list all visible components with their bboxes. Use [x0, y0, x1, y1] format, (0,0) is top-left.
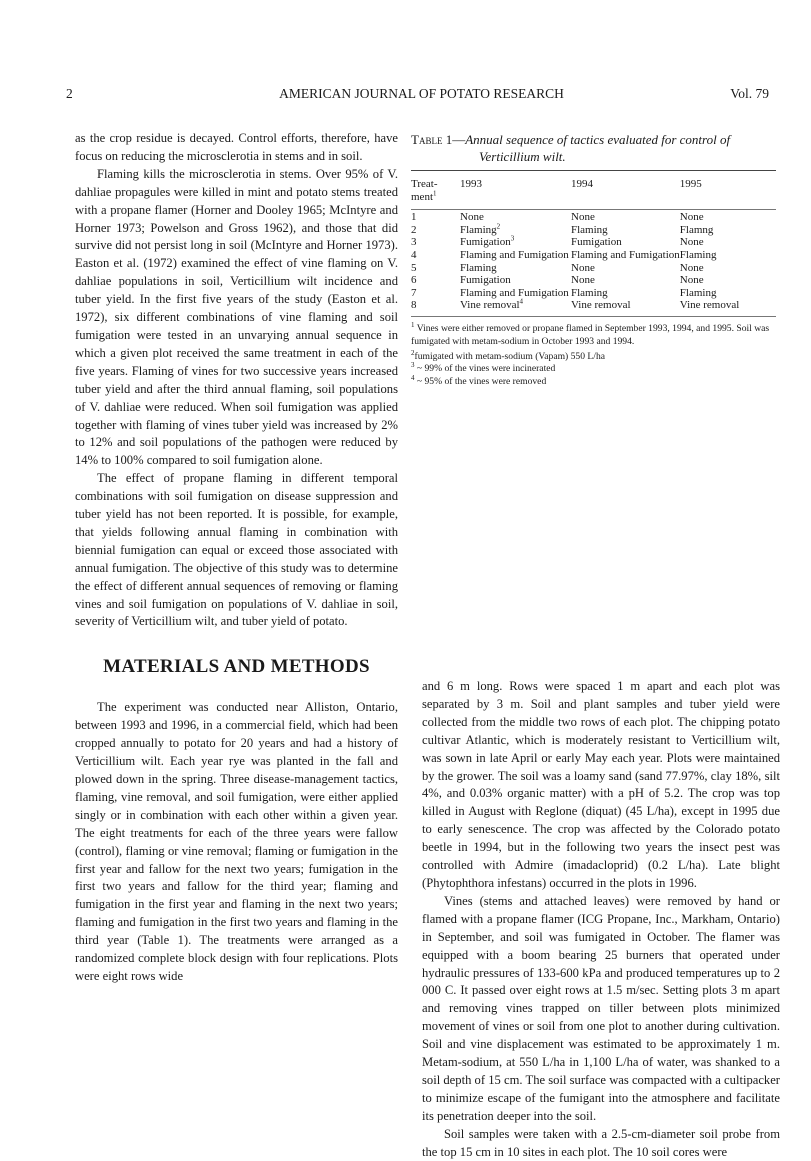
- table-cell: Flaming and Fumigation: [460, 248, 569, 261]
- footnote: $^3$ ~ 99% of the vines were incinerated: [411, 361, 556, 375]
- table-caption-line2: Verticillium wilt.: [479, 149, 566, 164]
- table-cell: Flaming and Fumigation: [460, 286, 569, 299]
- table-cell: 6: [411, 274, 417, 287]
- table-cell: None: [679, 261, 704, 274]
- footnote: $^2$fumigated with metam-sodium (Vapam) 550 L/ha: [411, 348, 605, 362]
- table-cell: None: [679, 211, 704, 224]
- table-row: [411, 224, 776, 237]
- column-header-year: 1995: [679, 178, 702, 190]
- table-cell: None: [571, 211, 595, 224]
- table-cell: Fumigation: [460, 274, 511, 287]
- table-cell: Flaming: [571, 223, 608, 236]
- paragraph: Vines (stems and attached leaves) were removed by hand or flamed with a propane flamer (ICG Propane, Inc., Markham, Ontario) in September, and soil was fumigated in October. The flamer was equipped with a boom bearing 25 burners that operated under hydraulic pressures of 133-600 kPa and produced temperatures up to 2 000 C. It passed over eight rows at 1.5 m/sec. Setting plots 3 m apart and removing vines trapped on tiller between plots minimized movement of vines or soil from one plot to another during cultivation. Soil and vine displacement was estimated to be approximately 1 m. Metam-sodium, at 550 L/ha in 1,100 L/ha of water, was shanked to a soil depth of 15 cm. The soil surface was compacted with a cultipacker to minimize escape of the fumigant into the atmosphere and facilitate its penetration deeper into the soil.: [422, 893, 780, 1123]
- paragraph: The effect of propane flaming in different temporal combinations with soil fumigation on disease suppression and tuber yield has not been reported. It is possible, for example, that yields following annual flaming in combination with biennial fumigation can equal or exceed those associated with annual fumigation. The objective of this study was to determine the effect of different annual sequences of removing or flaming vines and soil fumigation on populations of V. dahliae in soil, severity of Verticillium wilt, and tuber yield of potato.: [75, 471, 398, 629]
- page-number: 2: [66, 86, 73, 101]
- paragraph: Flaming kills the microsclerotia in stems. Over 95% of V. dahliae propagules were killed in mint and potato stems treated with a propane flamer (Horner and Dooley 1965; McIntyre and Horner 1973; Powelson and Gross 1962), and those that did survive did not persist long in soil (McIntyre and Horner 1973). Easton et al. (1972) examined the effect of vine flaming on V. dahliae populations in soil, Verticillium wilt incidence and tuber yield. In the first five years of the study (Easton et al. 1972), six different combinations of vine flaming and soil fumigation were tested in an unvarying annual sequence in which a given plot received the same treatment in each of the five years. Flaming of vines for two successive years increased tuber yield and after the third annual flaming, soil populations of V. dahliae were reduced. When soil fumigation was applied together with flaming of vines tuber yield was increased by 2% to 12% and soil populations of the pathogen were reduced by 14% to 100% compared to soil fumigation alone.: [75, 166, 398, 468]
- section-heading: MATERIALS AND METHODS: [103, 656, 370, 678]
- table-header-row: [411, 178, 776, 203]
- table-row: [411, 262, 776, 275]
- footnote: $^4$ ~ 95% of the vines were removed: [411, 373, 547, 388]
- table-cell: Flaming: [571, 286, 608, 299]
- table-body: [411, 178, 776, 312]
- right-column: [422, 678, 780, 1161]
- table-1: [411, 131, 776, 389]
- table-cell: 1: [411, 211, 417, 224]
- table-cell: None: [679, 274, 704, 287]
- table-top-rule: [411, 170, 776, 171]
- table-caption: Table 1—Annual sequence of tactics evaluated for control of Verticillium wilt.: [411, 131, 776, 165]
- table-row: [411, 274, 776, 287]
- table-cell: 4: [411, 248, 417, 261]
- table-cell: None: [460, 211, 484, 224]
- table-cell: None: [571, 274, 595, 287]
- table-cell: Flamng: [679, 223, 714, 236]
- table-cell: 2: [411, 223, 417, 236]
- column-header-year: 1993: [460, 178, 482, 190]
- table-row: [411, 236, 776, 249]
- paragraph: The experiment was conducted near Alliston, Ontario, between 1993 and 1996, in a commercial field, which had been cropped annually to potato for 20 years and had a history of Verticillium wilt. Each year rye was planted in the fall and plowed down in the spring. Three disease-management tactics, flaming, vine removal, and soil fumigation, were either applied singly or in combination with each other within a given year. The eight treatments for each of the three years were fallow (control), flaming or vine removal; flaming or fumigation in the first year and fallow for the next two years; fumigation in the first two years and fallow for the third year; flaming and fumigation in the first year and flaming in the next two years; flaming and fumigation in the first two years and flaming in the third year (Table 1). The treatments were arranged as a randomized complete block design with four replications. Plots were eight rows wide: [75, 700, 398, 983]
- volume-label: Vol. 79: [730, 86, 769, 101]
- table-row: [411, 249, 776, 262]
- table-cell: Fumigation$^3$: [460, 234, 515, 249]
- table-cell: None: [679, 236, 704, 249]
- left-column: [75, 130, 398, 986]
- footnote: $^1$ Vines were either removed or propane flamed in September 1993, 1994, and 1995. Soil was fumigated with metam-sodium in October 1993 and 1994.: [411, 320, 770, 347]
- table-cell: Flaming: [460, 261, 497, 274]
- table-cell: Flaming and Fumigation: [571, 248, 680, 261]
- table-row: [411, 299, 776, 312]
- table-cell: Flaming: [679, 248, 717, 261]
- table-cell: 5: [411, 261, 417, 274]
- table-bottom-rule: [411, 316, 776, 317]
- column-header-treatment: Treat- ment$^1$: [411, 178, 438, 203]
- table-cell: Fumigation: [571, 236, 622, 249]
- table-label: Table 1: [411, 132, 453, 147]
- journal-title: AMERICAN JOURNAL OF POTATO RESEARCH: [279, 86, 564, 101]
- paragraph: as the crop residue is decayed. Control efforts, therefore, have focus on reducing the microsclerotia in stems and in soil.: [75, 131, 398, 163]
- table-footnotes: [411, 320, 776, 389]
- table-caption-line1: Annual sequence of tactics evaluated for control of: [465, 132, 731, 147]
- table-cell: 7: [411, 286, 417, 299]
- table-cell: Vine removal: [679, 299, 740, 312]
- paragraph: and 6 m long. Rows were spaced 1 m apart and each plot was separated by 3 m. Soil and plant samples and tuber yield were collected from the middle two rows of each plot. The chipping potato cultivar Atlantic, which is moderately resistant to Verticillium wilt, was sown in late April or early May each year. Plots were maintained by the grower. The soil was a loamy sand (sand 77.97%, clay 18%, silt 4%, and 0.03% organic matter) with a pH of 5.2. The crop was top killed in August with Reglone (diquat) (45 L/ha), except in 1995 due to early senescence. The crop was affected by the Colorado potato beetle in 1994, but in the following two years the insect pest was controlled with Admire (imadacloprid) (0.2 L/ha). Late blight (Phytophthora infestans) occurred in the plots in 1996.: [422, 679, 780, 890]
- table-cell: None: [571, 261, 595, 274]
- table-cell: Vine removal: [571, 299, 631, 312]
- paragraph: Soil samples were taken with a 2.5-cm-diameter soil probe from the top 15 cm in 10 sites in each plot. The 10 soil cores were: [422, 1126, 780, 1159]
- table-row: [411, 211, 776, 224]
- table-cell: Vine removal$^4$: [460, 297, 524, 312]
- running-header: [66, 86, 777, 104]
- table-cell: Flaming: [679, 286, 717, 299]
- table-cell: Flaming$^2$: [460, 222, 501, 236]
- table-cell: 3: [411, 236, 417, 249]
- table-row: [411, 287, 776, 300]
- column-header-year: 1994: [571, 178, 593, 190]
- table-cell: 8: [411, 299, 417, 312]
